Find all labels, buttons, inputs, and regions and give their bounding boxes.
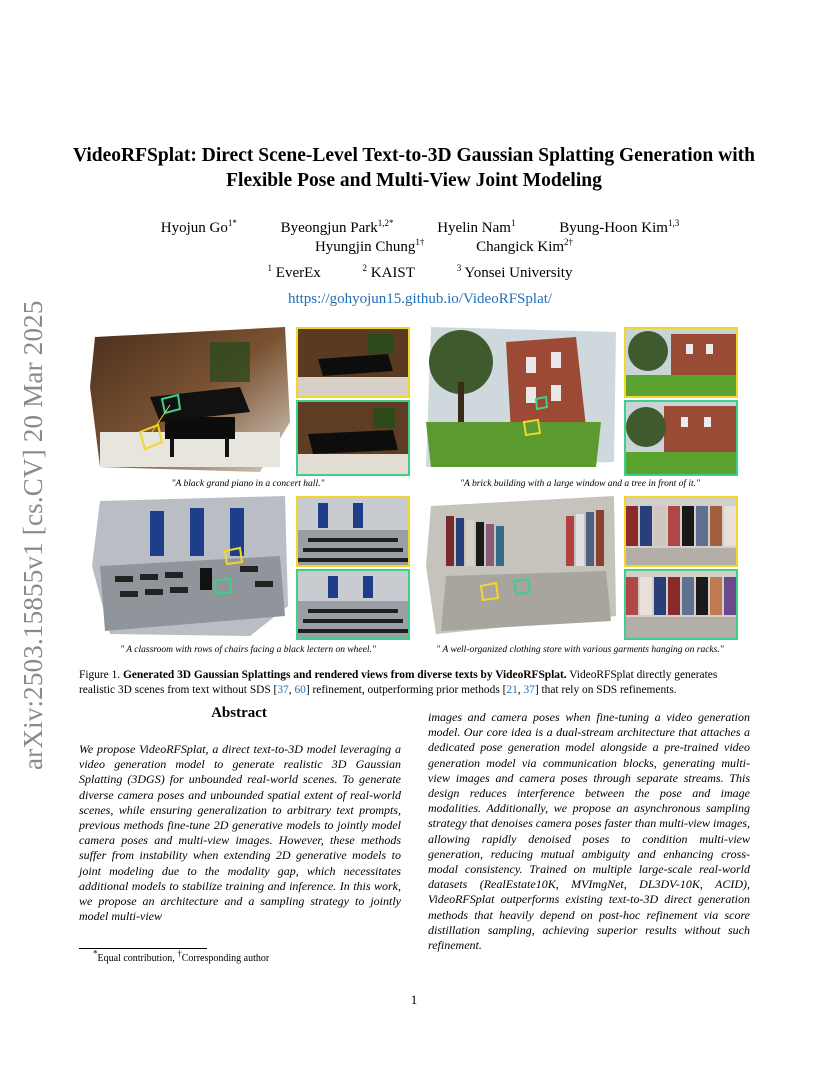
citation-link[interactable]: 37: [277, 684, 289, 696]
author-name: Byeongjun Park: [280, 220, 378, 236]
footnote-star: *: [93, 948, 98, 959]
figure-caption-text: VideoRFSplat directly generates realistic 3D scenes from text without SDS [: [79, 669, 718, 696]
author-affil-mark: 1†: [415, 237, 425, 247]
citation-separator: ,: [288, 684, 295, 696]
citation-separator: ,: [517, 684, 524, 696]
author-affil-mark: 1*: [227, 218, 237, 228]
footnote: [93, 948, 270, 964]
citation-link[interactable]: 37: [523, 684, 535, 696]
store-view-green: [624, 569, 738, 640]
classroom-view-yellow: [296, 496, 410, 567]
author-affil-mark: 2†: [564, 237, 574, 247]
title-line-2: Flexible Pose and Multi-View Joint Modeling: [226, 170, 602, 191]
caption-building: "A brick building with a large window and a tree in front of it.": [459, 479, 701, 489]
building-3dgs-render: [426, 327, 616, 472]
piano-3dgs-render: [90, 327, 290, 472]
project-url-link[interactable]: https://gohyojun15.github.io/VideoRFSplat/: [287, 291, 553, 307]
figure-label: Figure 1.: [79, 669, 121, 681]
abstract-heading: Abstract: [211, 705, 267, 721]
footnote-corresponding: Corresponding author: [181, 953, 270, 964]
author-affil-mark: 1,2*: [377, 218, 394, 228]
affil-number: 1: [267, 263, 273, 273]
citation-link[interactable]: 60: [294, 684, 306, 696]
author-affil-mark: 1: [510, 218, 516, 228]
footnote-dagger: †: [177, 948, 182, 959]
author-name: Changick Kim: [476, 239, 565, 255]
title-line-1: VideoRFSplat: Direct Scene-Level Text-to-3D Gaussian Splatting Generation with: [73, 145, 755, 166]
building-view-green: [624, 400, 738, 476]
caption-classroom: " A classroom with rows of chairs facing a black lectern on wheel.": [120, 645, 376, 655]
affil-name: EverEx: [275, 265, 321, 281]
affil-number: 2: [362, 263, 368, 273]
abstract-left-column: We propose VideoRFSplat, a direct text-to-3D model leveraging a video generation model to generate realistic 3D Gaussian Splatting (3DGS) for unbounded real-world scenes. To generate diverse camera poses and unbounded spatial extent of real-world scenes, while ensuring generalization to arbitrary text prompts, previous methods fine-tune 2D generative models to jointly model camera poses and multi-view images. However, these methods suffer from instability when extending 2D generative models to joint modeling due to the modality gap, which necessitates additional models to stabilize training and inference. In this work, we propose an architecture and a sampling strategy to jointly model multi-view: [79, 742, 401, 924]
author-line-1: [80, 219, 760, 238]
piano-view-yellow: [296, 327, 410, 398]
figure-caption-text: ] that rely on SDS refinements.: [534, 684, 677, 696]
affiliations: [80, 264, 760, 283]
figure-caption-text: ] refinement, outperforming prior methods [: [305, 684, 507, 696]
store-3dgs-render: [426, 496, 616, 636]
project-url-line: [80, 290, 760, 309]
author-name: Byung-Hoon Kim: [559, 220, 668, 236]
author-affil-mark: 1,3: [667, 218, 680, 228]
building-view-yellow: [624, 327, 738, 398]
caption-piano: "A black grand piano in a concert hall.": [171, 479, 325, 489]
page-number: 1: [410, 992, 418, 1007]
arxiv-side-stamp: arXiv:2503.15855v1 [cs.CV] 20 Mar 2025: [18, 300, 48, 770]
piano-view-green: [296, 400, 410, 476]
author-line-2: [80, 238, 760, 257]
store-view-yellow: [624, 496, 738, 567]
caption-store: " A well-organized clothing store with various garments hanging on racks.": [436, 645, 724, 655]
citation-link[interactable]: 21: [506, 684, 518, 696]
figure-caption-bold: Generated 3D Gaussian Splattings and rendered views from diverse texts by VideoRFSplat.: [123, 669, 567, 681]
affil-number: 3: [456, 263, 462, 273]
author-name: Hyungjin Chung: [314, 239, 416, 255]
footnote-equal: Equal contribution,: [97, 953, 178, 964]
affil-name: KAIST: [370, 265, 415, 281]
footnote-rule: [79, 948, 207, 949]
classroom-view-green: [296, 569, 410, 640]
author-name: Hyojun Go: [160, 220, 228, 236]
abstract-right-column: images and camera poses when fine-tuning a video generation model. Our core idea is a dual-stream architecture that attaches a dedicated pose generation model alongside a pre-trained video generation model via communication blocks, generating multi-view images and camera poses through separate streams. This design reduces interference between the pose and image modalities. Additionally, we propose an asynchronous sampling strategy that denoises camera poses faster than multi-view images, allowing rapidly denoised poses to condition multi-view generation, reducing mutual ambiguity and enhancing cross-modal consistency. Trained on multiple large-scale real-world datasets (RealEstate10K, MVImgNet, DL3DV-10K, ACID), VideoRFSplat outperforms existing text-to-3D direct generation methods that heavily depend on post-hoc refinement via score distillation sampling, achieving superior results without such refinement.: [428, 710, 750, 953]
affil-name: Yonsei University: [464, 265, 573, 281]
classroom-3dgs-render: [90, 496, 290, 636]
figure-caption: [79, 668, 751, 698]
paper-title: [60, 143, 768, 193]
author-name: Hyelin Nam: [437, 220, 511, 236]
